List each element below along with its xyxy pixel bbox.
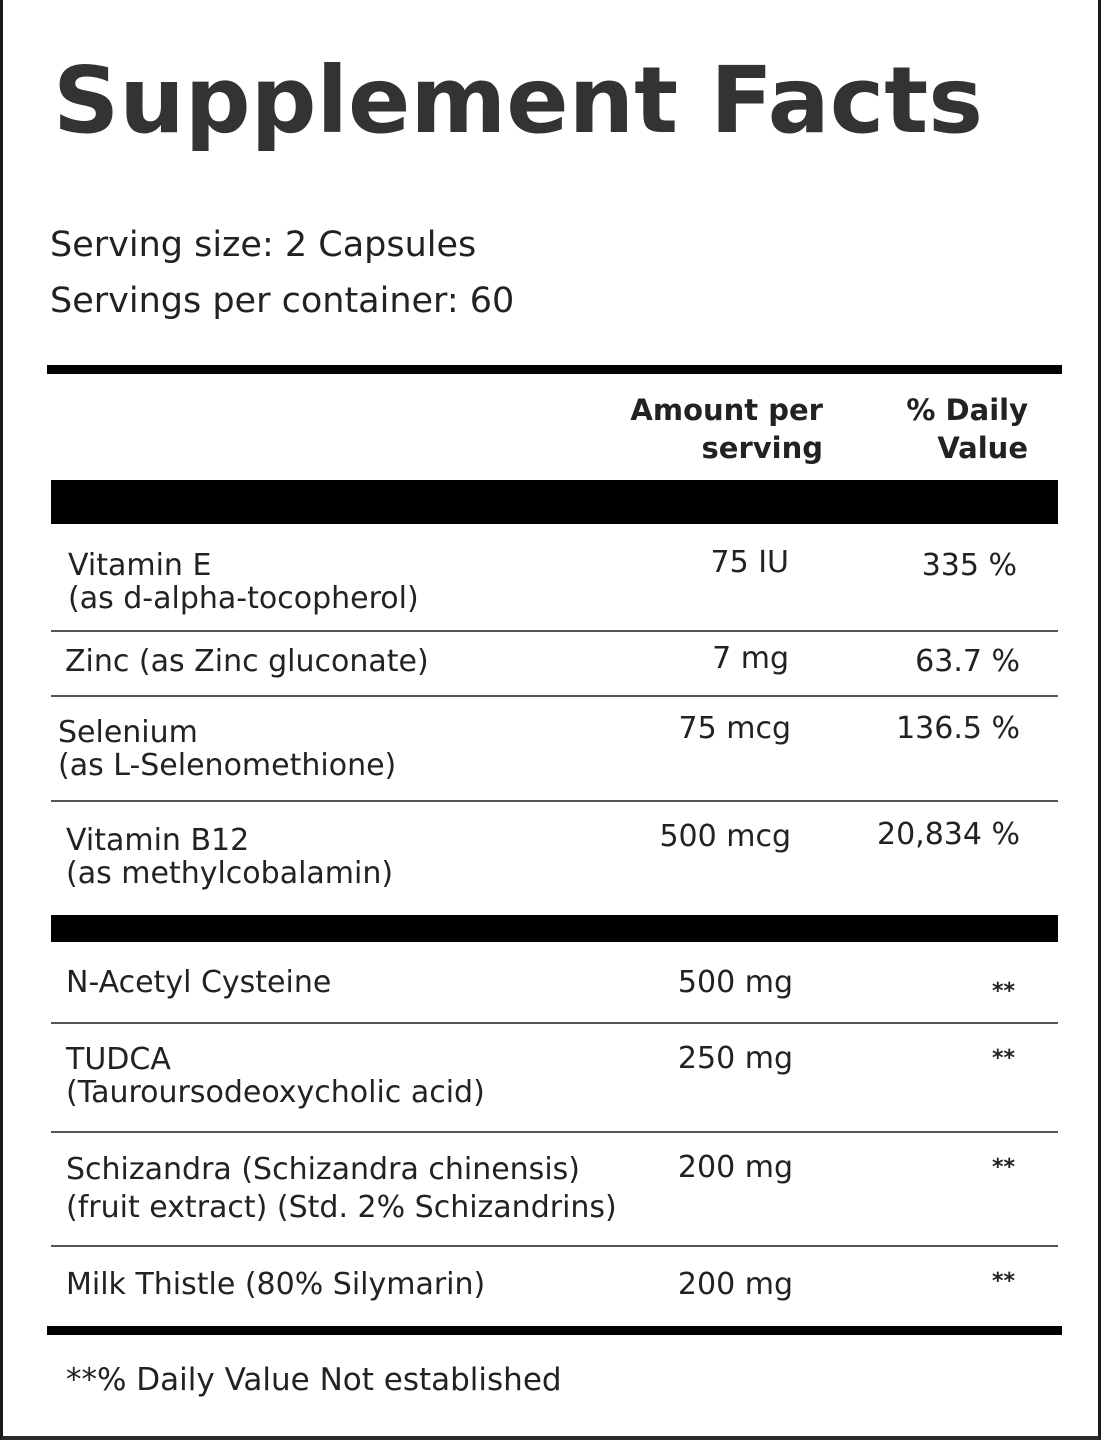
row-divider xyxy=(51,1245,1058,1247)
ingredient-label: TUDCA xyxy=(66,1042,171,1077)
ingredient-label: Schizandra (Schizandra chinensis) xyxy=(66,1152,580,1187)
ingredient-name xyxy=(66,966,331,999)
nutrient-label: Zinc (as Zinc gluconate) xyxy=(65,644,429,679)
ingredient-daily-value: ** xyxy=(991,979,1015,1004)
ingredient-source: (Tauroursodeoxycholic acid) xyxy=(66,1075,485,1110)
daily-value-header xyxy=(906,391,1028,467)
row-divider xyxy=(51,1131,1058,1133)
nutrient-source: (as L-Selenomethione) xyxy=(58,748,397,783)
ingredient-amount: 500 mg xyxy=(677,965,793,1000)
ingredient-label: N-Acetyl Cysteine xyxy=(66,965,332,1000)
ingredient-amount: 200 mg xyxy=(677,1267,793,1302)
nutrient-name xyxy=(68,549,419,615)
nutrient-name xyxy=(58,716,396,782)
nutrient-label: Vitamin B12 xyxy=(66,823,250,858)
ingredient-source: (fruit extract) (Std. 2% Schizandrins) xyxy=(66,1190,617,1225)
nutrient-name xyxy=(66,824,393,890)
row-divider xyxy=(51,630,1058,632)
nutrient-amount: 75 IU xyxy=(710,545,789,580)
nutrient-daily-value: 335 % xyxy=(921,548,1017,583)
amount-header-line1: Amount per xyxy=(630,393,823,427)
nutrient-daily-value: 63.7 % xyxy=(915,644,1020,679)
nutrient-amount: 500 mcg xyxy=(659,819,791,854)
servings-per-container: Servings per container: 60 xyxy=(50,281,515,321)
nutrient-amount: 7 mg xyxy=(712,641,789,676)
top-rule xyxy=(47,365,1062,374)
nutrient-label: Selenium xyxy=(58,715,198,750)
ingredient-name xyxy=(66,1151,617,1227)
daily-value-header-line1: % Daily xyxy=(906,393,1028,427)
daily-value-header-line2: Value xyxy=(937,431,1028,465)
header-bar xyxy=(51,480,1058,524)
row-divider xyxy=(51,1022,1058,1024)
ingredient-daily-value: ** xyxy=(991,1155,1015,1180)
nutrient-label: Vitamin E xyxy=(68,548,212,583)
amount-header xyxy=(630,391,823,467)
nutrient-daily-value: 136.5 % xyxy=(896,711,1020,746)
amount-header-line2: serving xyxy=(701,431,823,465)
nutrient-source: (as d-alpha-tocopherol) xyxy=(68,581,419,616)
row-divider xyxy=(51,800,1058,802)
ingredient-amount: 200 mg xyxy=(677,1150,793,1185)
nutrient-name xyxy=(65,645,429,678)
ingredient-amount: 250 mg xyxy=(677,1041,793,1076)
footnote: **% Daily Value Not established xyxy=(66,1362,562,1398)
ingredient-daily-value: ** xyxy=(991,1046,1015,1071)
ingredient-name xyxy=(66,1043,485,1109)
serving-size: Serving size: 2 Capsules xyxy=(50,225,477,265)
nutrient-amount: 75 mcg xyxy=(678,711,791,746)
nutrient-source: (as methylcobalamin) xyxy=(66,856,394,891)
panel-title: Supplement Facts xyxy=(53,47,983,154)
ingredient-daily-value: ** xyxy=(991,1269,1015,1294)
nutrient-daily-value: 20,834 % xyxy=(876,817,1020,852)
ingredient-label: Milk Thistle (80% Silymarin) xyxy=(66,1267,486,1302)
row-divider xyxy=(51,695,1058,697)
ingredient-name xyxy=(66,1268,485,1301)
bottom-rule xyxy=(47,1326,1062,1335)
section-bar xyxy=(51,915,1058,942)
